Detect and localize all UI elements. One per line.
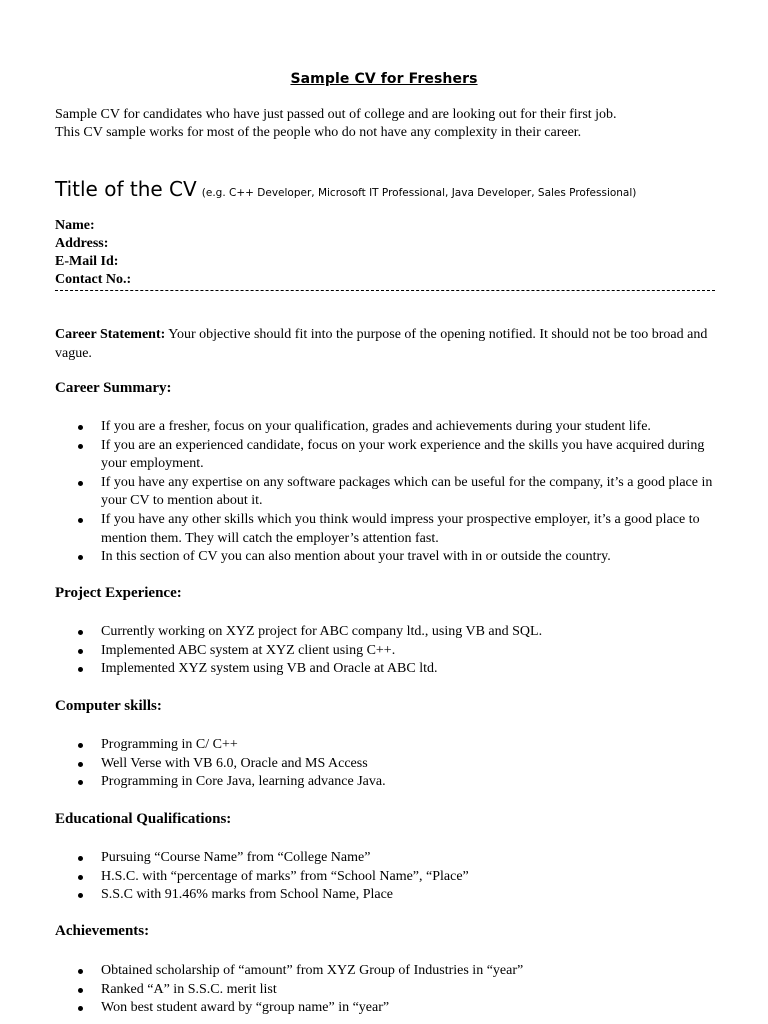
section-heading-educational-qualifications: Educational Qualifications: bbox=[55, 811, 232, 827]
section-heading-achievements: Achievements: bbox=[55, 923, 150, 939]
list-item: If you are a fresher, focus on your qualification, grades and achievements during your student life. bbox=[78, 418, 718, 437]
career-statement bbox=[55, 325, 720, 363]
contact-field-address: Address: bbox=[55, 236, 109, 251]
cv-title-example: (e.g. C++ Developer, Microsoft IT Professional, Java Developer, Sales Professional) bbox=[201, 187, 637, 199]
list-item: If you have any other skills which you think would impress your prospective employer, it’s a good place to mention them. They will catch the employer’s attention fast. bbox=[78, 511, 718, 548]
list-item: Obtained scholarship of “amount” from XYZ Group of Industries in “year” bbox=[78, 962, 728, 981]
project-experience-list bbox=[78, 623, 728, 679]
bullet-icon bbox=[78, 875, 83, 880]
computer-skills-list bbox=[78, 736, 728, 792]
bullet-icon bbox=[78, 988, 83, 993]
list-item: If you are an experienced candidate, focus on your work experience and the skills you have acquired during your employment. bbox=[78, 437, 718, 474]
list-item: Programming in C/ C++ bbox=[78, 736, 728, 755]
bullet-icon bbox=[78, 481, 83, 486]
intro-paragraph bbox=[55, 106, 735, 142]
section-heading-computer-skills: Computer skills: bbox=[55, 698, 162, 714]
list-item: Well Verse with VB 6.0, Oracle and MS Access bbox=[78, 755, 728, 774]
bullet-icon bbox=[78, 518, 83, 523]
list-item: Pursuing “Course Name” from “College Name” bbox=[78, 849, 728, 868]
bullet-icon bbox=[78, 856, 83, 861]
bullet-icon bbox=[78, 780, 83, 785]
section-heading-project-experience: Project Experience: bbox=[55, 585, 182, 601]
section-heading-career-summary: Career Summary: bbox=[55, 380, 172, 396]
intro-line: Sample CV for candidates who have just passed out of college and are looking out for their first job. bbox=[55, 107, 617, 122]
intro-line: This CV sample works for most of the people who do not have any complexity in their career. bbox=[55, 125, 582, 140]
bullet-icon bbox=[78, 444, 83, 449]
list-item: Implemented XYZ system using VB and Oracle at ABC ltd. bbox=[78, 660, 728, 679]
dashed-divider bbox=[55, 290, 715, 291]
list-item: If you have any expertise on any software packages which can be useful for the company, it’s a good place in your CV to mention about it. bbox=[78, 474, 718, 511]
contact-field-email: E-Mail Id: bbox=[55, 254, 119, 269]
achievements-list bbox=[78, 962, 728, 1018]
bullet-icon bbox=[78, 1006, 83, 1011]
bullet-icon bbox=[78, 630, 83, 635]
educational-qualifications-list bbox=[78, 849, 728, 905]
bullet-icon bbox=[78, 969, 83, 974]
document-title: Sample CV for Freshers bbox=[290, 71, 478, 87]
cv-title: Title of the CV bbox=[55, 177, 197, 201]
career-statement-text: Your objective should fit into the purpose of the opening notified. It should not be too broad and vague. bbox=[55, 327, 708, 361]
list-item: S.S.C with 91.46% marks from School Name, Place bbox=[78, 886, 728, 905]
contact-field-name: Name: bbox=[55, 218, 95, 233]
bullet-icon bbox=[78, 649, 83, 654]
contact-field-contact-no: Contact No.: bbox=[55, 272, 132, 287]
bullet-icon bbox=[78, 762, 83, 767]
cv-title-line bbox=[55, 177, 636, 201]
bullet-icon bbox=[78, 893, 83, 898]
list-item: In this section of CV you can also mention about your travel with in or outside the country. bbox=[78, 548, 718, 567]
list-item: Currently working on XYZ project for ABC company ltd., using VB and SQL. bbox=[78, 623, 728, 642]
career-statement-label: Career Statement: bbox=[55, 327, 166, 342]
list-item: Won best student award by “group name” in “year” bbox=[78, 999, 728, 1018]
contact-fields bbox=[55, 217, 131, 289]
list-item: Implemented ABC system at XYZ client using C++. bbox=[78, 642, 728, 661]
bullet-icon bbox=[78, 667, 83, 672]
list-item: Programming in Core Java, learning advance Java. bbox=[78, 773, 728, 792]
list-item: Ranked “A” in S.S.C. merit list bbox=[78, 981, 728, 1000]
list-item: H.S.C. with “percentage of marks” from “School Name”, “Place” bbox=[78, 868, 728, 887]
bullet-icon bbox=[78, 425, 83, 430]
bullet-icon bbox=[78, 555, 83, 560]
bullet-icon bbox=[78, 743, 83, 748]
career-summary-list bbox=[78, 418, 718, 567]
